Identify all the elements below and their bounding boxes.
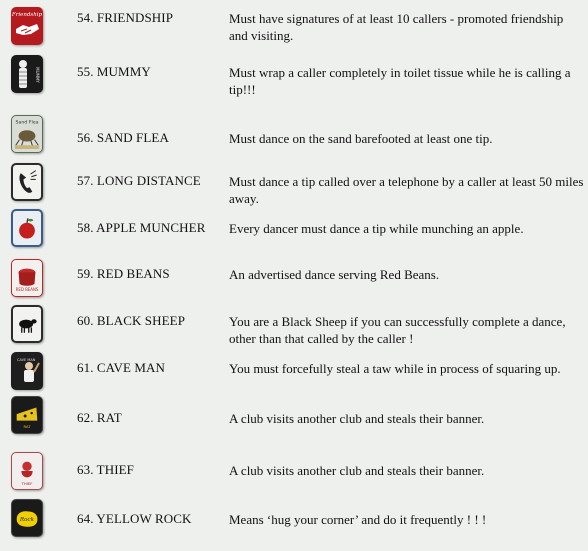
badge-name: 56. SAND FLEA [77,130,169,145]
badge-name: 62. RAT [77,410,122,425]
black-sheep-icon [11,305,43,343]
badge-name: 58. APPLE MUNCHER [77,220,206,235]
badge-name: 54. FRIENDSHIP [77,10,174,25]
mummy-icon [11,55,43,93]
badge-text: CAVE MAN [17,358,36,362]
badge-text: Friendship [11,12,43,18]
badge-description: Must have signatures of at least 10 callers - promoted friendship and visiting. [229,11,564,43]
badge-description: You must forcefully steal a taw while in process of squaring up. [229,361,561,376]
badge-name: 59. RED BEANS [77,266,170,281]
badge-text: Rock [19,516,35,523]
badge-text: THIEF [21,482,33,487]
badge-description: Must dance on the sand barefooted at least one tip. [229,131,493,146]
badge-text: Sand Flea [15,120,39,126]
friendship-handshake-icon [11,7,43,45]
badge-name: 55. MUMMY [77,64,151,79]
badge-name: 63. THIEF [77,462,134,477]
thief-icon [11,452,43,490]
badge-description: Every dancer must dance a tip while munching an apple. [229,221,524,236]
badge-description: Means ‘hug your corner’ and do it frequently ! ! ! [229,512,487,527]
yellow-rock-icon [11,499,43,537]
cave-man-icon [11,352,43,390]
badge-name: 64. YELLOW ROCK [77,511,192,526]
badge-description: A club visits another club and steals their banner. [229,411,485,426]
rat-cheese-icon [11,396,43,434]
sand-flea-icon [11,115,43,153]
apple-icon [11,209,43,247]
badge-text: RAT [23,425,31,430]
telephone-icon [11,163,43,201]
badge-name: 61. CAVE MAN [77,360,165,375]
badge-description: Must wrap a caller completely in toilet tissue while he is calling a tip!!! [229,65,571,97]
badge-name: 60. BLACK SHEEP [77,313,186,328]
badge-description: A club visits another club and steals their banner. [229,463,485,478]
badge-text: RED BEANS [15,287,39,293]
badge-text: MUMMY [35,67,40,83]
red-beans-pot-icon [11,259,43,297]
badge-description: Must dance a tip called over a telephone by a caller at least 50 miles away. [229,174,584,206]
badge-description: An advertised dance serving Red Beans. [229,267,440,282]
badge-name: 57. LONG DISTANCE [77,173,201,188]
badge-description: You are a Black Sheep if you can successfully complete a dance, other than that called by the caller ! [229,314,566,346]
